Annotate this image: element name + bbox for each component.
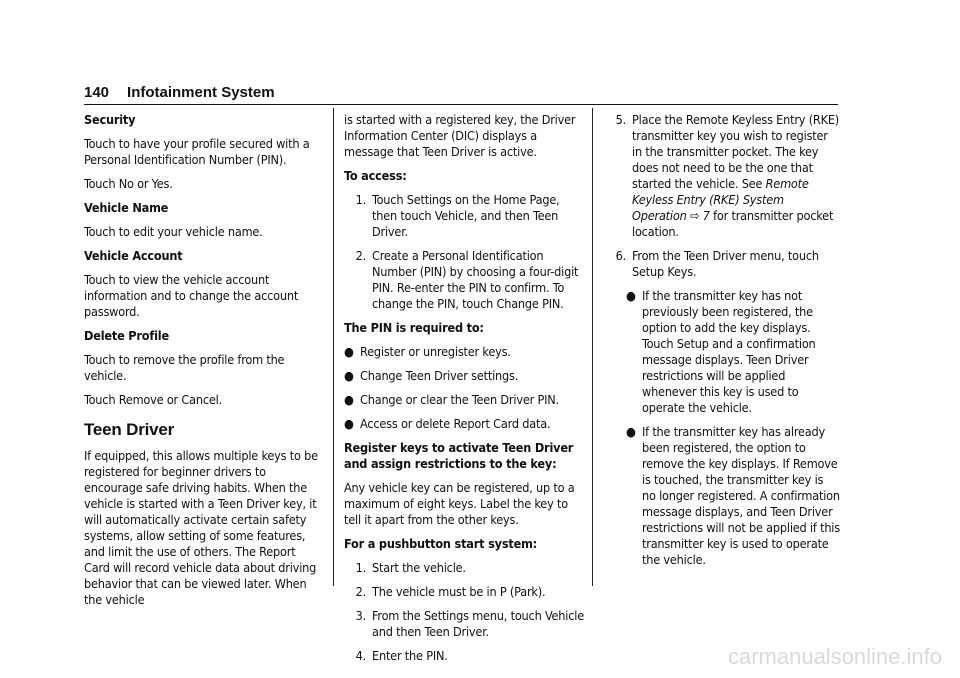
step-number: 3. xyxy=(355,608,366,623)
column-divider-1 xyxy=(333,108,334,586)
column-1 xyxy=(84,112,320,616)
column-3 xyxy=(604,112,840,576)
pushbutton-label: For a pushbutton start system: xyxy=(344,536,538,551)
vehicle-account-label: Vehicle Account xyxy=(84,248,183,263)
delete-profile-label: Delete Profile xyxy=(84,328,169,343)
step-number: 5. xyxy=(615,112,626,127)
bullet-text: Register or unregister keys. xyxy=(360,344,511,359)
bullet-text: Access or delete Report Card data. xyxy=(360,416,551,431)
security-label: Security xyxy=(84,112,136,127)
list-item xyxy=(344,584,584,600)
bullet-icon: ● xyxy=(626,424,636,439)
step-text: The vehicle must be in P (Park). xyxy=(372,584,546,599)
step-text-part: Place the Remote Keyless Entry (RKE) transmitter key you wish to register in the transmitter pocket. The key does not need to be the one that started the vehicle. See xyxy=(632,112,840,191)
page-number: 140 xyxy=(84,84,110,101)
list-item xyxy=(344,368,584,384)
list-item xyxy=(344,416,584,432)
list-item xyxy=(344,192,584,240)
step-text: Enter the PIN. xyxy=(372,648,448,663)
list-item xyxy=(344,608,584,640)
step-number: 4. xyxy=(355,648,366,663)
list-item xyxy=(626,424,840,568)
list-item xyxy=(344,392,584,408)
list-item xyxy=(344,248,584,312)
register-label: Register keys to activate Teen Driver and assign restrictions to the key: xyxy=(344,440,574,471)
step-number: 1. xyxy=(355,192,366,207)
cross-reference-link[interactable]: Remote Keyless Entry (RKE) System Operation xyxy=(632,176,809,223)
list-item xyxy=(626,288,840,416)
register-text: Any vehicle key can be registered, up to a maximum of eight keys. Label the key to tell it apart from the other keys. xyxy=(344,480,575,527)
teen-driver-heading: Teen Driver xyxy=(84,420,175,439)
column-2 xyxy=(344,112,584,672)
list-item xyxy=(344,560,584,576)
page-ref-number[interactable]: 7 xyxy=(702,208,710,223)
delete-profile-options: Touch Remove or Cancel. xyxy=(84,392,222,407)
step-text-part: for transmitter pocket location. xyxy=(632,208,834,239)
step-text: From the Teen Driver menu, touch Setup Keys. xyxy=(632,248,819,279)
pin-label: The PIN is required to: xyxy=(344,320,484,335)
step-text: From the Settings menu, touch Vehicle and then Teen Driver. xyxy=(372,608,584,639)
header-rule xyxy=(84,104,838,105)
vehicle-account-text: Touch to view the vehicle account information and to change the account password. xyxy=(84,272,299,319)
security-options: Touch No or Yes. xyxy=(84,176,173,191)
step-text xyxy=(632,112,840,240)
bullet-icon: ● xyxy=(344,392,354,407)
teen-driver-intro: If equipped, this allows multiple keys to be registered for beginner drivers to encourage safe driving habits. When the vehicle is started with a Teen Driver key, it will automatically activate certain safety systems, allow setting of some features, and limit the use of others. The Report Card will record vehicle data about driving behavior that can be viewed later. When the vehicle xyxy=(84,448,318,607)
step-number: 2. xyxy=(355,248,366,263)
bullet-icon: ● xyxy=(344,416,354,431)
bullet-icon: ● xyxy=(344,344,354,359)
list-item xyxy=(344,344,584,360)
list-item xyxy=(604,248,840,280)
column-divider-2 xyxy=(592,108,593,586)
bullet-icon: ● xyxy=(626,288,636,303)
vehicle-name-label: Vehicle Name xyxy=(84,200,169,215)
page-header xyxy=(84,84,275,101)
step-text: Create a Personal Identification Number (PIN) by choosing a four-digit PIN. Re-enter the PIN to confirm. To change the PIN, touch Change PIN. xyxy=(372,248,579,311)
delete-profile-text: Touch to remove the profile from the vehicle. xyxy=(84,352,285,383)
bullet-text: Change or clear the Teen Driver PIN. xyxy=(360,392,559,407)
step-text: Touch Settings on the Home Page, then touch Vehicle, and then Teen Driver. xyxy=(372,192,560,239)
teen-driver-continued: is started with a registered key, the Driver Information Center (DIC) displays a message that Teen Driver is active. xyxy=(344,112,576,159)
bullet-text: If the transmitter key has not previously been registered, the option to add the key displays. Touch Setup and a confirmation message displays. Teen Driver restrictions will be applied whenever this key is used to operate the vehicle. xyxy=(642,288,816,415)
page-ref-arrow-icon: ⇨ xyxy=(690,208,700,223)
step-number: 6. xyxy=(615,248,626,263)
section-title: Infotainment System xyxy=(127,84,275,101)
bullet-icon: ● xyxy=(344,368,354,383)
step-number: 1. xyxy=(355,560,366,575)
access-label: To access: xyxy=(344,168,407,183)
list-item xyxy=(604,112,840,240)
step-text: Start the vehicle. xyxy=(372,560,466,575)
bullet-text: If the transmitter key has already been registered, the option to remove the key displays. If Remove is touched, the transmitter key is no longer registered. A confirmation message displays, and Teen Driver restrictions will not be applied if this transmitter key is used to operate the vehicle. xyxy=(642,424,840,567)
list-item xyxy=(344,648,584,664)
step-number: 2. xyxy=(355,584,366,599)
vehicle-name-text: Touch to edit your vehicle name. xyxy=(84,224,263,239)
bullet-text: Change Teen Driver settings. xyxy=(360,368,519,383)
watermark: carmanualsonline.info xyxy=(727,644,942,669)
security-text: Touch to have your profile secured with a Personal Identification Number (PIN). xyxy=(84,136,310,167)
